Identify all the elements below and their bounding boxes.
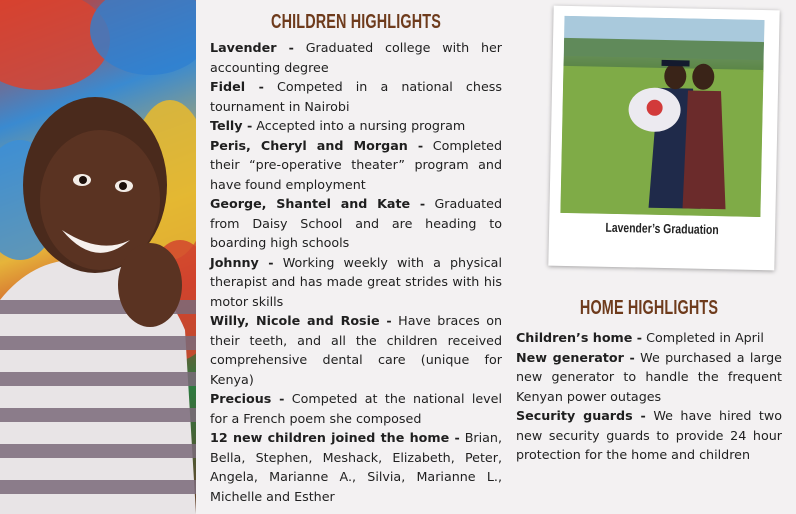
graduation-photo: [560, 16, 764, 217]
list-item: [516, 348, 782, 407]
item-text: Graduated college with her accounting degree: [210, 40, 503, 75]
list-item: [210, 389, 502, 428]
list-item: [210, 428, 502, 506]
list-item: [210, 116, 502, 136]
children-highlights-section: [210, 8, 502, 506]
item-text: Have braces on their teeth, and all the children received comprehensive dental care (unique for Kenya): [210, 313, 503, 387]
item-text: Brian, Bella, Stephen, Meshack, Elizabeth, Peter, Angela, Marianne A., Silvia, Marianne L., Michelle and Esther: [210, 430, 503, 504]
item-name: Precious -: [210, 391, 285, 406]
item-text: Completed in April: [642, 330, 764, 345]
list-item: [210, 311, 502, 389]
item-text: Working weekly with a physical therapist and has made great strides with his motor skills: [210, 254, 502, 309]
item-text: Graduated from Daisy School and are heading to boarding high schools: [210, 196, 502, 250]
polaroid-caption: Lavender’s Graduation: [605, 219, 719, 238]
child-photo-illustration: [0, 0, 196, 514]
item-text: Accepted into a nursing program: [252, 118, 466, 133]
item-name: Fidel -: [210, 79, 264, 94]
item-name: Telly -: [210, 118, 253, 133]
item-name: Johnny -: [210, 254, 274, 270]
child-photo: [0, 0, 196, 514]
item-name: New generator -: [516, 349, 635, 365]
home-highlights-list: [516, 328, 782, 465]
list-item: [210, 38, 502, 77]
item-name: 12 new children joined the home -: [210, 430, 460, 445]
list-item: [210, 253, 502, 312]
list-item: [210, 194, 502, 253]
home-highlights-section: [516, 294, 782, 465]
graduation-polaroid: [548, 6, 779, 271]
item-name: Willy, Nicole and Rosie -: [210, 313, 392, 328]
graduation-photo-illustration: [560, 16, 764, 217]
list-item: [210, 77, 502, 116]
home-highlights-title: HOME HIGHLIGHTS: [579, 297, 719, 319]
list-item: [516, 406, 782, 465]
item-text: Competed in a national chess tournament in Nairobi: [210, 79, 502, 114]
item-name: Peris, Cheryl and Morgan -: [210, 137, 424, 153]
children-highlights-list: [210, 38, 502, 506]
list-item: [516, 328, 782, 348]
children-highlights-title: CHILDREN HIGHLIGHTS: [271, 11, 441, 33]
item-text: We have hired two new security guards to provide 24 hour protection for the home and children: [516, 408, 782, 462]
item-text: Competed at the national level for a French poem she composed: [210, 391, 503, 426]
item-name: George, Shantel and Kate -: [210, 196, 426, 211]
list-item: [210, 136, 502, 195]
item-text: We purchased a large new generator to handle the frequent Kenyan power outages: [516, 349, 782, 404]
item-name: Security guards -: [516, 408, 646, 423]
item-name: Lavender -: [210, 40, 294, 55]
item-text: Completed their “pre-operative theater” program and have found employment: [210, 137, 503, 192]
item-name: Children’s home -: [516, 330, 643, 345]
